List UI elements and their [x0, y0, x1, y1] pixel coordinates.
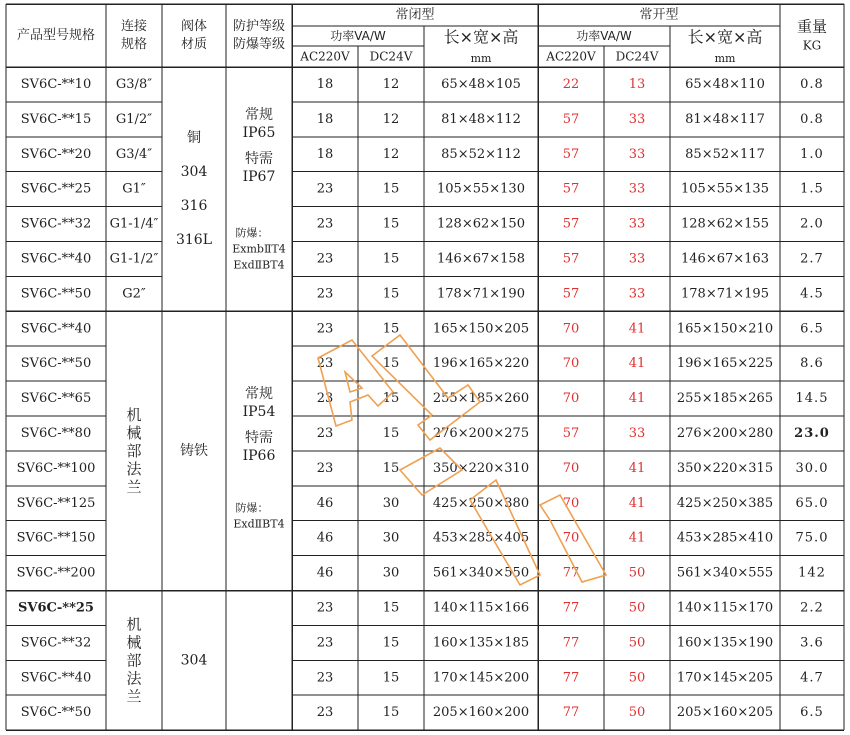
weight-cell: 23.0	[794, 425, 830, 441]
no-dim-cell: 105×55×135	[681, 181, 769, 197]
no-dim-cell: 561×340×555	[676, 565, 774, 581]
no-dim-cell: 196×165×225	[676, 356, 774, 372]
no-dc-cell: 50	[628, 635, 646, 651]
nc-ac-cell: 23	[316, 460, 334, 476]
weight-cell: 75.0	[795, 530, 829, 546]
protection-cell: ExdⅡBT4	[233, 517, 285, 531]
header-voltage: DC24V	[369, 49, 413, 64]
conn-cell: G1″	[122, 181, 146, 197]
no-dim-cell: 146×67×163	[681, 251, 769, 267]
nc-dc-cell: 15	[382, 425, 400, 441]
no-ac-cell: 77	[562, 670, 580, 686]
protection-cell: ExmbⅡT4	[232, 242, 286, 256]
conn-cell: 械	[126, 423, 142, 442]
header-protection: 防爆等级	[232, 37, 286, 52]
model-cell: SV6C-**40	[20, 321, 92, 337]
model-cell: SV6C-**50	[20, 286, 92, 302]
no-ac-cell: 70	[562, 460, 580, 476]
weight-cell: 0.8	[800, 76, 824, 92]
weight-cell: 30.0	[795, 460, 829, 476]
weight-cell: 2.2	[800, 600, 824, 616]
model-cell: SV6C-**40	[20, 670, 92, 686]
weight-cell: 14.5	[795, 391, 829, 407]
no-ac-cell: 57	[562, 111, 580, 127]
weight-cell: 1.0	[800, 146, 824, 162]
nc-dc-cell: 15	[382, 460, 400, 476]
header-voltage: DC24V	[615, 49, 659, 64]
weight-cell: 4.5	[800, 286, 824, 302]
nc-ac-cell: 23	[316, 286, 334, 302]
no-dim-cell: 128×62×155	[681, 216, 769, 232]
nc-dim-cell: 561×340×550	[432, 565, 530, 581]
conn-cell: 部	[126, 651, 142, 670]
header-unit: mm	[470, 52, 492, 65]
no-dc-cell: 41	[628, 391, 646, 407]
nc-ac-cell: 23	[316, 216, 334, 232]
conn-cell: G3/8″	[115, 76, 153, 92]
model-cell: SV6C-**50	[20, 356, 92, 372]
model-cell: SV6C-**10	[20, 76, 92, 92]
nc-ac-cell: 23	[316, 670, 334, 686]
no-dim-cell: 165×150×210	[676, 321, 774, 337]
header-material: 材质	[180, 37, 208, 52]
no-dim-cell: 178×71×195	[681, 286, 769, 302]
no-dc-cell: 50	[628, 600, 646, 616]
no-ac-cell: 70	[562, 391, 580, 407]
nc-dim-cell: 165×150×205	[432, 321, 530, 337]
nc-ac-cell: 23	[316, 356, 334, 372]
no-dc-cell: 33	[628, 111, 646, 127]
material-cell: 铜	[187, 130, 201, 147]
conn-cell: 兰	[126, 687, 142, 706]
nc-ac-cell: 23	[316, 635, 334, 651]
no-dc-cell: 41	[628, 460, 646, 476]
model-cell: SV6C-**40	[20, 251, 92, 267]
protection-cell: ExdⅡBT4	[233, 258, 285, 272]
header-voltage: AC220V	[300, 49, 350, 64]
nc-dim-cell: 105×55×130	[437, 181, 525, 197]
nc-dim-cell: 276×200×275	[432, 425, 530, 441]
no-ac-cell: 70	[562, 321, 580, 337]
nc-dc-cell: 15	[382, 635, 400, 651]
conn-cell: 械	[126, 633, 142, 652]
nc-dim-cell: 65×48×105	[441, 76, 521, 92]
model-cell: SV6C-**65	[20, 391, 92, 407]
protection-cell: 防爆：	[235, 501, 269, 515]
no-ac-cell: 57	[562, 146, 580, 162]
weight-cell: 4.7	[800, 670, 824, 686]
weight-cell: 65.0	[795, 495, 829, 511]
model-cell: SV6C-**20	[20, 146, 92, 162]
header-weight: 重量	[796, 17, 828, 36]
nc-dim-cell: 128×62×150	[437, 216, 525, 232]
conn-cell: 部	[126, 441, 142, 460]
no-dc-cell: 50	[628, 670, 646, 686]
nc-dim-cell: 205×160×200	[432, 705, 530, 721]
no-dc-cell: 33	[628, 181, 646, 197]
weight-cell: 2.0	[800, 216, 824, 232]
nc-dim-cell: 255×185×260	[432, 391, 530, 407]
no-dc-cell: 33	[628, 146, 646, 162]
no-dim-cell: 170×145×205	[676, 670, 774, 686]
no-ac-cell: 70	[562, 356, 580, 372]
protection-cell: 特需	[245, 151, 273, 168]
nc-dim-cell: 170×145×200	[432, 670, 530, 686]
header-unit: mm	[714, 52, 736, 65]
material-cell: 304	[180, 652, 208, 669]
nc-dc-cell: 12	[382, 111, 400, 127]
no-dim-cell: 85×52×117	[685, 146, 765, 162]
nc-dc-cell: 15	[382, 356, 400, 372]
nc-ac-cell: 18	[316, 111, 334, 127]
protection-cell: IP65	[242, 125, 276, 142]
nc-dc-cell: 15	[382, 391, 400, 407]
no-ac-cell: 57	[562, 251, 580, 267]
weight-cell: 0.8	[800, 111, 824, 127]
conn-cell: G3/4″	[115, 146, 153, 162]
nc-ac-cell: 18	[316, 146, 334, 162]
nc-dim-cell: 81×48×112	[441, 111, 521, 127]
model-cell: SV6C-**80	[20, 425, 92, 441]
material-cell: 316	[180, 198, 208, 215]
nc-dc-cell: 30	[382, 495, 400, 511]
no-dim-cell: 453×285×410	[676, 530, 774, 546]
nc-dc-cell: 15	[382, 670, 400, 686]
nc-dim-cell: 178×71×190	[437, 286, 525, 302]
nc-ac-cell: 46	[316, 495, 334, 511]
nc-dc-cell: 12	[382, 146, 400, 162]
header-dimensions: 长×宽×高	[687, 27, 763, 47]
conn-cell: G1-1/2″	[109, 251, 159, 267]
nc-dc-cell: 15	[382, 705, 400, 721]
model-cell: SV6C-**100	[16, 460, 96, 476]
no-dc-cell: 50	[628, 705, 646, 721]
model-cell: SV6C-**200	[16, 565, 96, 581]
header-material: 阀体	[180, 19, 208, 34]
protection-cell: 特需	[245, 429, 273, 446]
model-cell: SV6C-**15	[20, 111, 92, 127]
header-model: 产品型号规格	[16, 28, 96, 43]
nc-dim-cell: 425×250×380	[432, 495, 530, 511]
protection-cell: IP67	[242, 169, 276, 186]
nc-ac-cell: 46	[316, 530, 334, 546]
weight-cell: 1.5	[800, 181, 824, 197]
header-power: 功率VA/W	[330, 29, 386, 43]
nc-ac-cell: 23	[316, 321, 334, 337]
no-dim-cell: 350×220×315	[676, 460, 774, 476]
no-dc-cell: 13	[628, 76, 646, 92]
nc-dim-cell: 85×52×112	[441, 146, 521, 162]
model-cell: SV6C-**150	[16, 530, 96, 546]
no-dc-cell: 41	[628, 321, 646, 337]
nc-dim-cell: 146×67×158	[437, 251, 525, 267]
nc-dc-cell: 15	[382, 251, 400, 267]
model-cell: SV6C-**32	[20, 216, 92, 232]
nc-dc-cell: 30	[382, 565, 400, 581]
conn-cell: 法	[126, 669, 142, 688]
nc-dc-cell: 15	[382, 216, 400, 232]
no-ac-cell: 57	[562, 181, 580, 197]
header-protection: 防护等级	[232, 19, 286, 34]
conn-cell: 兰	[126, 477, 142, 496]
material-cell: 铸铁	[180, 442, 208, 459]
no-dim-cell: 205×160×205	[676, 705, 774, 721]
no-dc-cell: 41	[628, 495, 646, 511]
protection-cell: IP66	[242, 447, 276, 464]
model-cell: SV6C-**25	[20, 181, 92, 197]
header-normally-open: 常开型	[639, 7, 679, 23]
conn-cell: 法	[126, 459, 142, 478]
model-cell: SV6C-**125	[16, 495, 96, 511]
no-dim-cell: 140×115×170	[676, 600, 774, 616]
no-dc-cell: 33	[628, 251, 646, 267]
conn-cell: 机	[126, 615, 142, 634]
nc-ac-cell: 23	[316, 391, 334, 407]
nc-dc-cell: 15	[382, 321, 400, 337]
no-ac-cell: 77	[562, 600, 580, 616]
material-cell: 304	[180, 164, 208, 181]
header-conn: 规格	[120, 37, 148, 52]
protection-cell: 防爆：	[235, 226, 269, 240]
header-voltage: AC220V	[546, 49, 596, 64]
header-normally-closed: 常闭型	[395, 7, 435, 23]
nc-ac-cell: 23	[316, 600, 334, 616]
nc-ac-cell: 23	[316, 425, 334, 441]
protection-cell: 常规	[245, 385, 273, 402]
no-ac-cell: 57	[562, 286, 580, 302]
header-dimensions: 长×宽×高	[443, 27, 519, 47]
weight-cell: 2.7	[800, 251, 824, 267]
model-cell: SV6C-**50	[20, 705, 92, 721]
no-dim-cell: 160×135×190	[676, 635, 774, 651]
nc-ac-cell: 46	[316, 565, 334, 581]
nc-ac-cell: 23	[316, 705, 334, 721]
weight-cell: 6.5	[800, 705, 824, 721]
no-dim-cell: 81×48×117	[685, 111, 765, 127]
nc-dim-cell: 160×135×185	[432, 635, 530, 651]
weight-cell: 3.6	[800, 635, 824, 651]
nc-dc-cell: 30	[382, 530, 400, 546]
no-dim-cell: 425×250×385	[676, 495, 774, 511]
no-ac-cell: 57	[562, 216, 580, 232]
nc-dc-cell: 15	[382, 181, 400, 197]
conn-cell: G2″	[122, 286, 146, 302]
no-ac-cell: 77	[562, 705, 580, 721]
no-ac-cell: 70	[562, 530, 580, 546]
no-dim-cell: 65×48×110	[685, 76, 765, 92]
nc-ac-cell: 23	[316, 181, 334, 197]
no-dc-cell: 41	[628, 356, 646, 372]
no-dc-cell: 33	[628, 216, 646, 232]
weight-cell: 6.5	[800, 321, 824, 337]
nc-ac-cell: 18	[316, 76, 334, 92]
nc-dim-cell: 196×165×220	[432, 356, 530, 372]
no-ac-cell: 57	[562, 425, 580, 441]
header-conn: 连接	[120, 19, 148, 34]
no-ac-cell: 77	[562, 565, 580, 581]
weight-cell: 142	[798, 565, 826, 581]
no-dc-cell: 33	[628, 425, 646, 441]
no-ac-cell: 77	[562, 635, 580, 651]
protection-cell: IP54	[242, 403, 276, 420]
material-cell: 316L	[175, 232, 213, 249]
nc-dc-cell: 15	[382, 286, 400, 302]
weight-cell: 8.6	[800, 356, 824, 372]
no-dim-cell: 255×185×265	[676, 391, 774, 407]
nc-ac-cell: 23	[316, 251, 334, 267]
no-dc-cell: 33	[628, 286, 646, 302]
conn-cell: G1/2″	[115, 111, 153, 127]
conn-cell: 机	[126, 405, 142, 424]
nc-dc-cell: 15	[382, 600, 400, 616]
nc-dim-cell: 140×115×166	[432, 600, 530, 616]
no-dc-cell: 41	[628, 530, 646, 546]
nc-dim-cell: 350×220×310	[432, 460, 530, 476]
header-weight-unit: KG	[802, 38, 822, 53]
nc-dim-cell: 453×285×405	[432, 530, 530, 546]
conn-cell: G1-1/4″	[109, 216, 159, 232]
nc-dc-cell: 12	[382, 76, 400, 92]
no-dc-cell: 50	[628, 565, 646, 581]
protection-cell: 常规	[245, 107, 273, 124]
header-power: 功率VA/W	[576, 29, 632, 43]
no-dim-cell: 276×200×280	[676, 425, 774, 441]
model-cell: SV6C-**25	[18, 600, 94, 616]
no-ac-cell: 70	[562, 495, 580, 511]
no-ac-cell: 22	[562, 76, 580, 92]
model-cell: SV6C-**32	[20, 635, 92, 651]
